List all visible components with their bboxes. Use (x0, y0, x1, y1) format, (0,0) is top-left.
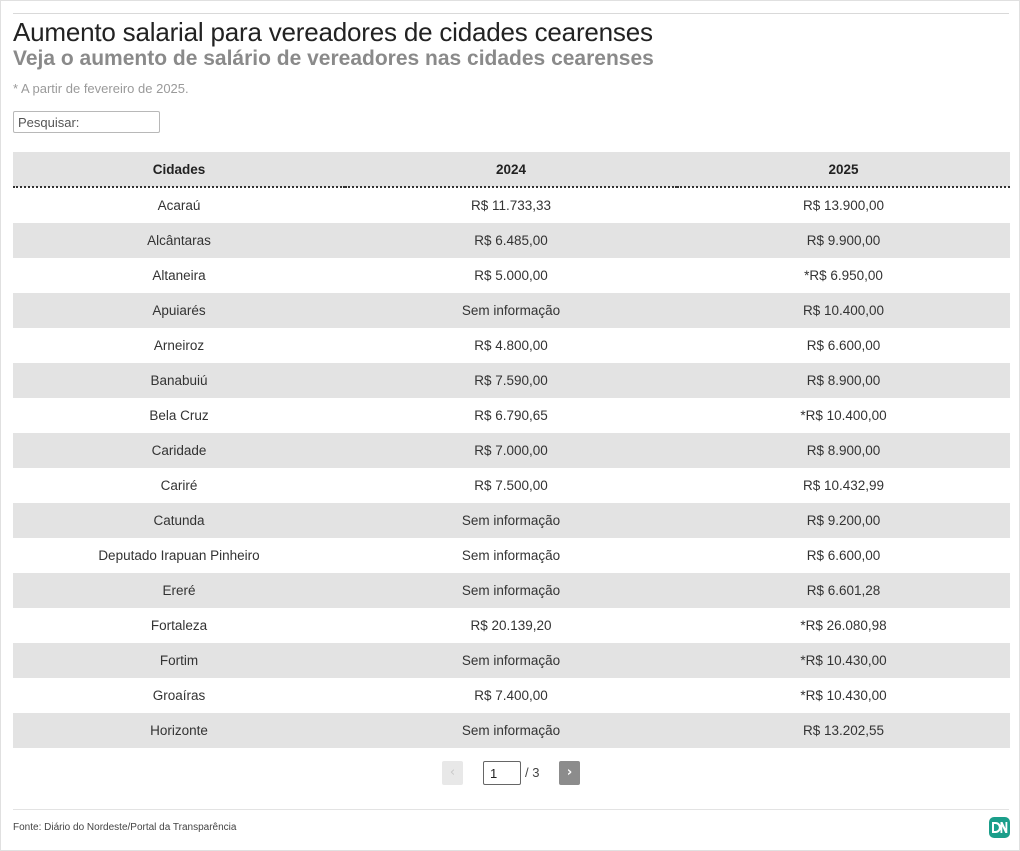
table-row (13, 293, 1010, 328)
cell-2025: R$ 10.432,99 (802, 478, 885, 493)
cell-city: Altaneira (152, 268, 206, 283)
cell-city: Arneiroz (153, 338, 205, 353)
cell-2024: Sem informação (345, 293, 677, 328)
cell-city: Acaraú (157, 198, 201, 213)
cell-2024: R$ 11.733,33 (470, 198, 552, 213)
cell-2025: R$ 9.200,00 (677, 503, 1010, 538)
table-header-row (13, 152, 1010, 187)
previous-page-button[interactable]: ‹ (442, 761, 463, 785)
table-row (13, 187, 1010, 223)
table-row (13, 608, 1010, 643)
bottom-divider (13, 809, 1009, 810)
cell-2025: R$ 9.900,00 (677, 223, 1010, 258)
cell-2025: *R$ 10.400,00 (800, 408, 887, 423)
column-header-2025[interactable]: 2025 (677, 152, 1010, 187)
table-row (13, 433, 1010, 468)
page-subtitle: Veja o aumento de salário de vereadores nas cidades cearenses (13, 47, 654, 70)
cell-2025: R$ 8.900,00 (677, 363, 1010, 398)
cell-city: Apuiarés (13, 293, 345, 328)
cell-2025: R$ 6.600,00 (806, 338, 881, 353)
cell-city: Banabuiú (13, 363, 345, 398)
column-header-2024[interactable]: 2024 (345, 152, 677, 187)
cell-2025: R$ 8.900,00 (677, 433, 1010, 468)
cell-2024: Sem informação (345, 503, 677, 538)
cell-2024: R$ 4.800,00 (474, 338, 548, 353)
cell-2024: R$ 7.500,00 (474, 478, 548, 493)
table-row (13, 643, 1010, 678)
table-row (13, 258, 1010, 293)
cell-2024: Sem informação (345, 713, 677, 748)
cell-2025: R$ 13.202,55 (677, 713, 1010, 748)
dn-logo-icon (989, 817, 1010, 838)
cell-2025: *R$ 26.080,98 (800, 618, 887, 633)
cell-2025: *R$ 10.430,00 (677, 643, 1010, 678)
cell-city: Catunda (13, 503, 345, 538)
cell-2024: R$ 20.139,20 (470, 618, 552, 633)
table-row (13, 328, 1010, 363)
pagination (1, 761, 1020, 785)
cell-2025: R$ 6.600,00 (806, 548, 881, 563)
cell-city: Bela Cruz (149, 408, 209, 423)
table-row (13, 398, 1010, 433)
cell-2024: R$ 6.790,65 (474, 408, 548, 423)
table-row (13, 468, 1010, 503)
cell-city: Deputado Irapuan Pinheiro (98, 548, 260, 563)
cell-city: Cariré (160, 478, 198, 493)
source-credit: Fonte: Diário do Nordeste/Portal da Transparência (13, 822, 237, 833)
cell-city: Caridade (13, 433, 345, 468)
table-row (13, 573, 1010, 608)
cell-2024: Sem informação (345, 643, 677, 678)
cell-2024: R$ 6.485,00 (345, 223, 677, 258)
cell-city: Alcântaras (13, 223, 345, 258)
cell-2025: *R$ 10.430,00 (800, 688, 887, 703)
cell-2025: R$ 6.601,28 (677, 573, 1010, 608)
table-row (13, 363, 1010, 398)
cell-2025: *R$ 6.950,00 (804, 268, 883, 283)
cell-2024: R$ 5.000,00 (474, 268, 548, 283)
salary-table (13, 152, 1010, 748)
cell-city: Fortaleza (150, 618, 208, 633)
cell-2024: R$ 7.400,00 (474, 688, 548, 703)
cell-2024: R$ 7.000,00 (345, 433, 677, 468)
cell-2024: R$ 7.590,00 (345, 363, 677, 398)
page-total-label: / 3 (525, 765, 540, 780)
cell-2025: R$ 13.900,00 (802, 198, 885, 213)
cell-2024: Sem informação (345, 573, 677, 608)
next-page-button[interactable]: › (559, 761, 580, 785)
cell-city: Groaíras (152, 688, 206, 703)
top-divider (13, 13, 1009, 14)
table-row (13, 503, 1010, 538)
dn-logo-mark (991, 821, 1008, 834)
table-row (13, 223, 1010, 258)
page-title: Aumento salarial para vereadores de cidades cearenses (13, 17, 653, 47)
table-row (13, 713, 1010, 748)
cell-2024: Sem informação (461, 548, 561, 563)
page-number-input[interactable] (483, 761, 521, 785)
column-header-cidades[interactable]: Cidades (13, 152, 345, 187)
footnote-text: * A partir de fevereiro de 2025. (13, 81, 189, 96)
cell-city: Ereré (13, 573, 345, 608)
table-row (13, 538, 1010, 573)
table-row (13, 678, 1010, 713)
cell-city: Horizonte (13, 713, 345, 748)
search-input[interactable] (13, 111, 160, 133)
cell-2025: R$ 10.400,00 (677, 293, 1010, 328)
cell-city: Fortim (13, 643, 345, 678)
